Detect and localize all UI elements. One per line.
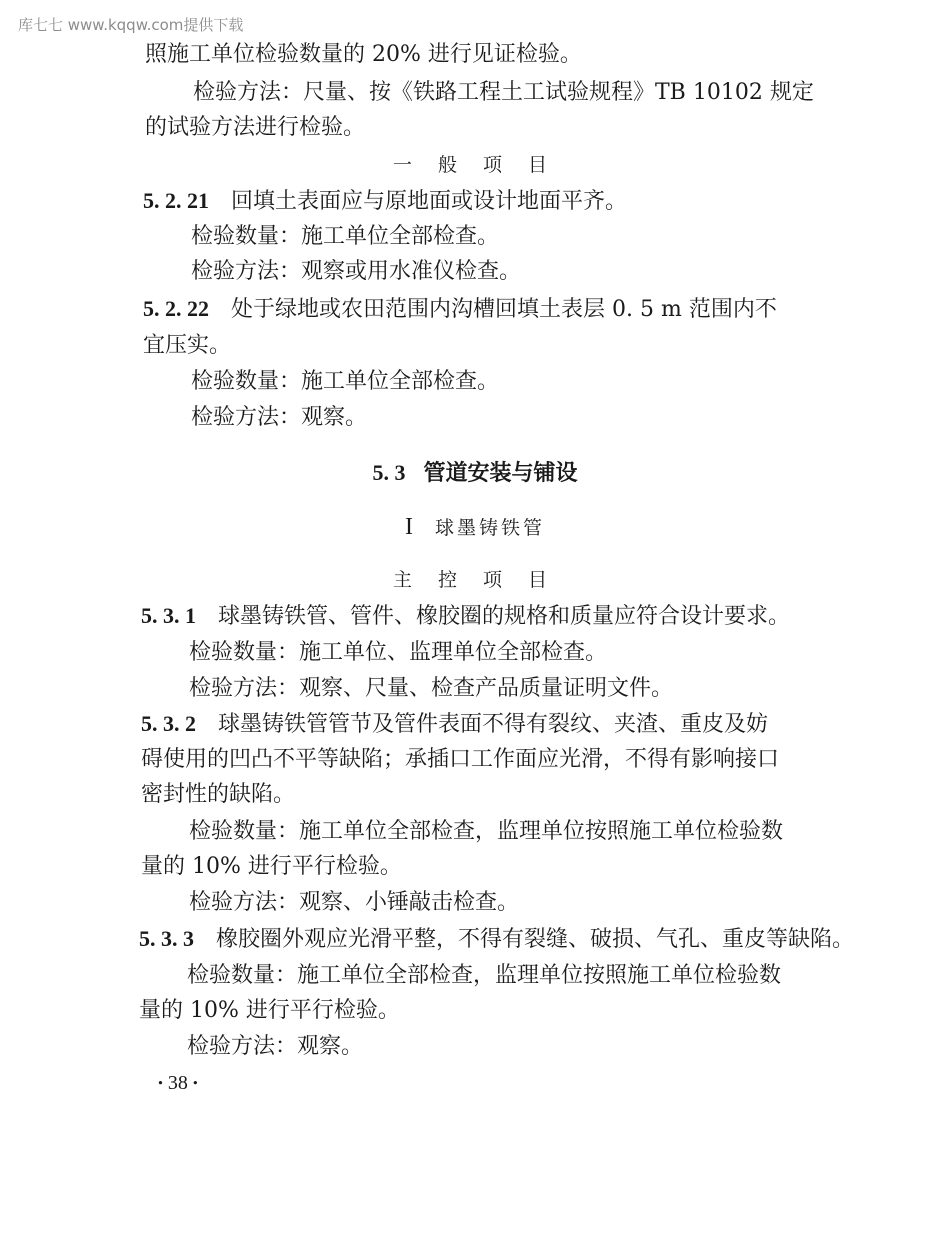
text-line: 检验方法：观察、小锤敲击检查。 [189, 890, 520, 915]
bullet-icon: • [158, 1076, 163, 1092]
text-line: 宜压实。 [143, 333, 232, 358]
text-line: 检验方法：观察、尺量、检查产品质量证明文件。 [189, 676, 674, 701]
clause-text: 球墨铸铁管管节及管件表面不得有裂纹、夹渣、重皮及妨 [218, 712, 769, 737]
text-line: 检验数量：施工单位全部检查，监理单位按照施工单位检验数 [187, 963, 782, 988]
text-line: 检验数量：施工单位、监理单位全部检查。 [189, 640, 608, 665]
text-line: 检验方法：观察或用水准仪检查。 [191, 259, 522, 284]
part-roman-numeral: I [404, 514, 413, 540]
part-title-text: 球墨铸铁管 [434, 517, 545, 539]
watermark-text: 库七七 www.kqqw.com提供下载 [18, 16, 244, 34]
text-line: 量的 10% 进行平行检验。 [139, 998, 400, 1023]
clause-number: 5. 3. 2 [141, 711, 196, 736]
clause-5-2-22 [143, 296, 777, 323]
part-title [0, 514, 950, 541]
page-number-value: 38 [167, 1072, 188, 1094]
clause-text: 橡胶圈外观应光滑平整，不得有裂缝、破损、气孔、重皮等缺陷。 [216, 927, 855, 952]
page-number [158, 1072, 198, 1095]
clause-5-2-21 [143, 188, 627, 215]
clause-5-3-3 [139, 926, 854, 953]
text-line: 的试验方法进行检验。 [145, 115, 366, 140]
section-title-text: 管道安装与铺设 [423, 460, 578, 486]
text-line: 量的 10% 进行平行检验。 [141, 854, 402, 879]
clause-5-3-2 [141, 711, 768, 738]
clause-number: 5. 3. 3 [139, 926, 194, 951]
clause-number: 5. 2. 21 [143, 188, 209, 213]
subsection-heading: 一 般 项 目 [392, 154, 558, 176]
section-number: 5. 3 [372, 460, 406, 485]
clause-number: 5. 2. 22 [143, 296, 209, 321]
section-title [0, 460, 950, 486]
text-line: 检验方法：观察。 [187, 1034, 364, 1059]
text-line: 检验数量：施工单位全部检查。 [191, 369, 500, 394]
clause-text: 回填土表面应与原地面或设计地面平齐。 [231, 189, 628, 214]
clause-5-3-1 [141, 603, 790, 630]
subsection-heading: 主 控 项 目 [392, 569, 558, 591]
text-line: 照施工单位检验数量的 20% 进行见证检验。 [145, 42, 582, 67]
text-line: 检验数量：施工单位全部检查，监理单位按照施工单位检验数 [189, 819, 784, 844]
text-line: 检验方法：尺量、按《铁路工程土工试验规程》TB 10102 规定 [193, 80, 814, 105]
clause-text: 处于绿地或农田范围内沟槽回填土表层 0. 5 m 范围内不 [231, 297, 777, 322]
text-line: 碍使用的凹凸不平等缺陷；承插口工作面应光滑，不得有影响接口 [141, 747, 780, 772]
text-line: 检验方法：观察。 [191, 405, 368, 430]
clause-text: 球墨铸铁管、管件、橡胶圈的规格和质量应符合设计要求。 [218, 604, 791, 629]
text-line: 检验数量：施工单位全部检查。 [191, 224, 500, 249]
bullet-icon: • [192, 1076, 198, 1092]
text-line: 密封性的缺陷。 [141, 782, 296, 807]
clause-number: 5. 3. 1 [141, 603, 196, 628]
